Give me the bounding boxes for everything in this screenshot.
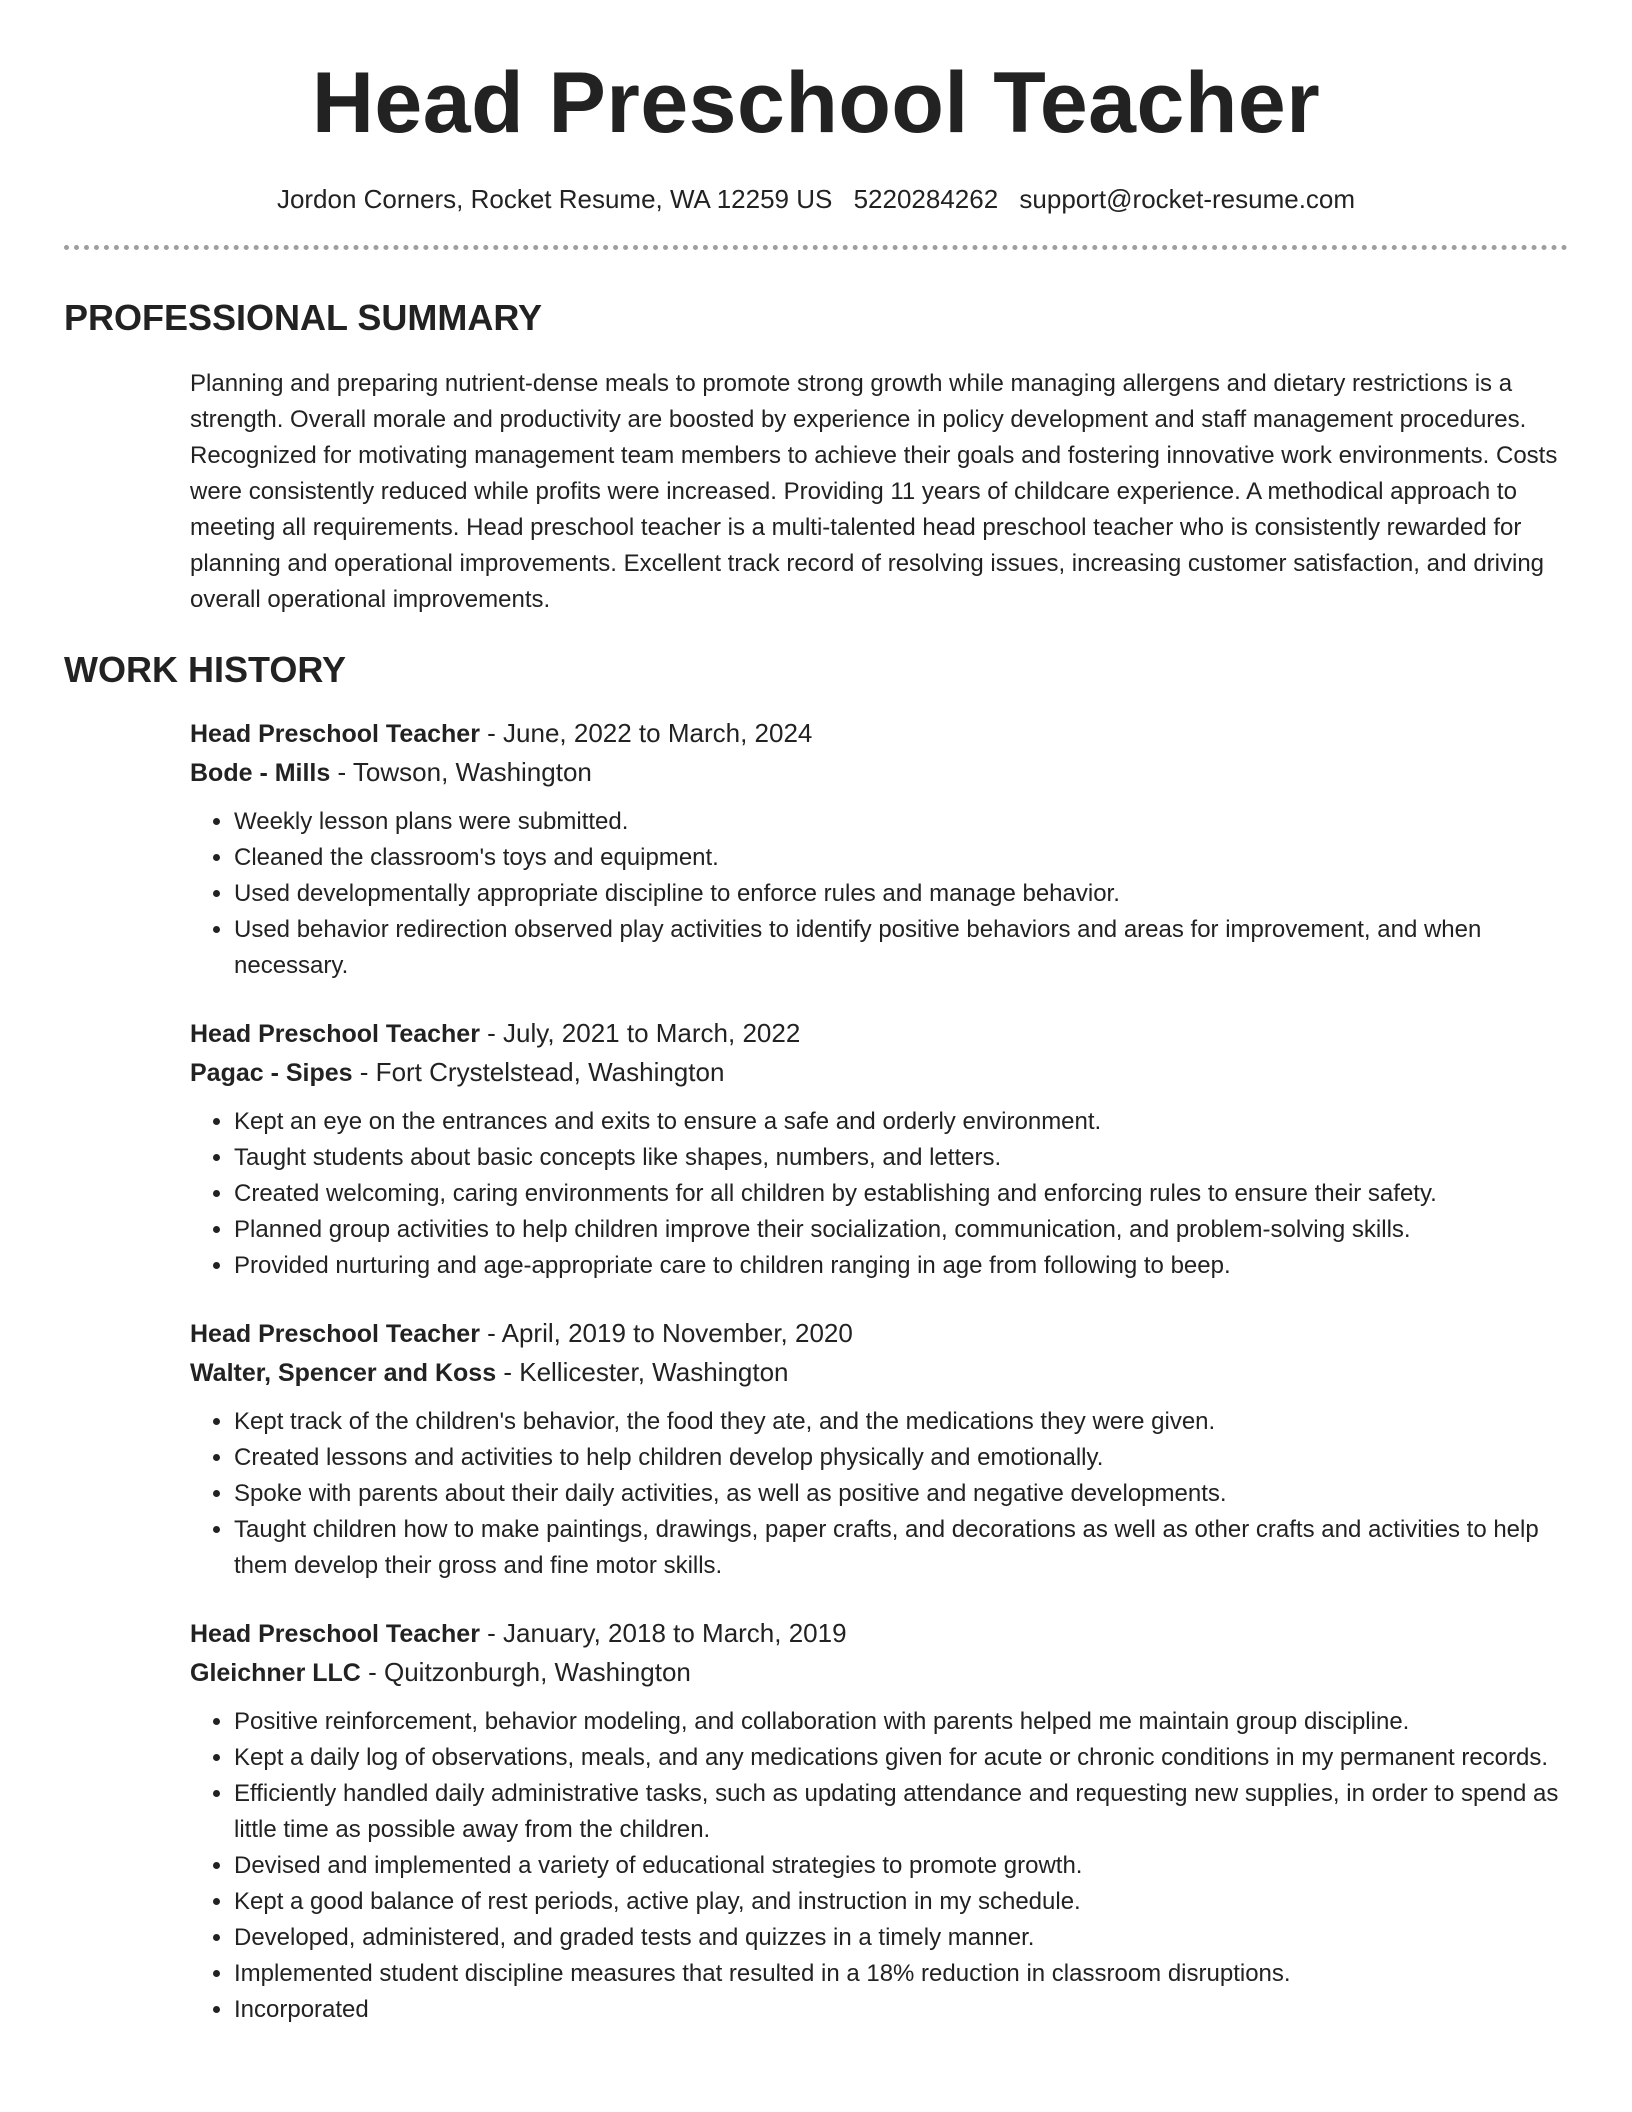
- job-role: Head Preschool Teacher: [190, 1320, 480, 1348]
- job-location: - Fort Crystelstead, Washington: [352, 1057, 725, 1087]
- job-bullet: • Devised and implemented a variety of educational strategies to promote growth.: [234, 1848, 1568, 1884]
- job-company-line: [190, 1053, 1568, 1092]
- job-location: - Kellicester, Washington: [496, 1357, 789, 1387]
- job-entry: [190, 1614, 1568, 2028]
- job-bullet: • Cleaned the classroom's toys and equipment.: [234, 840, 1568, 876]
- job-bullet: • Planned group activities to help children improve their socialization, communication, and problem-solving skills.: [234, 1212, 1568, 1248]
- job-dates: - July, 2021 to March, 2022: [479, 1018, 801, 1048]
- job-location: - Quitzonburgh, Washington: [360, 1657, 691, 1687]
- summary-text: Planning and preparing nutrient-dense meals to promote strong growth while managing allergens and dietary restrictions is a strength. Overall morale and productivity are boosted by experience in policy development and staff management procedures. Recognized for motivating management team members to achieve their goals and fostering innovative work environments. Costs were consistently reduced while profits were increased. Providing 11 years of childcare experience. A methodical approach to meeting all requirements. Head preschool teacher is a multi-talented head preschool teacher who is consistently rewarded for planning and operational improvements. Excellent track record of resolving issues, increasing customer satisfaction, and driving overall operational improvements.: [190, 370, 1558, 613]
- job-dates: - June, 2022 to March, 2024: [479, 718, 813, 748]
- job-location: - Towson, Washington: [330, 757, 592, 787]
- job-bullets: [190, 804, 1568, 984]
- job-entry: [190, 1014, 1568, 1284]
- job-entry: [190, 1314, 1568, 1584]
- job-role: Head Preschool Teacher: [190, 1020, 480, 1048]
- job-bullets: [190, 1404, 1568, 1584]
- job-role: Head Preschool Teacher: [190, 1620, 480, 1648]
- job-bullet: • Taught children how to make paintings, drawings, paper crafts, and decorations as well as other crafts and activities to help them develop their gross and fine motor skills.: [234, 1512, 1568, 1584]
- job-bullet: • Kept track of the children's behavior, the food they ate, and the medications they were given.: [234, 1404, 1568, 1440]
- job-entry: [190, 714, 1568, 984]
- job-bullet: • Taught students about basic concepts like shapes, numbers, and letters.: [234, 1140, 1568, 1176]
- job-bullet: • Used developmentally appropriate discipline to enforce rules and manage behavior.: [234, 876, 1568, 912]
- job-title-line: [190, 1014, 1568, 1053]
- contact-phone: 5220284262: [853, 184, 999, 214]
- job-bullet: • Kept a good balance of rest periods, active play, and instruction in my schedule.: [234, 1884, 1568, 1920]
- job-bullet: • Weekly lesson plans were submitted.: [234, 804, 1568, 840]
- job-company: Bode - Mills: [190, 759, 331, 787]
- job-bullet: • Used behavior redirection observed play activities to identify positive behaviors and areas for improvement, and when necessary.: [234, 912, 1568, 984]
- job-dates: - January, 2018 to March, 2019: [479, 1618, 847, 1648]
- contact-email: support@rocket-resume.com: [1019, 184, 1356, 214]
- job-bullet: • Efficiently handled daily administrative tasks, such as updating attendance and requesting new supplies, in order to spend as little time as possible away from the children.: [234, 1776, 1568, 1848]
- job-bullets: [190, 1704, 1568, 2028]
- job-bullets: [190, 1104, 1568, 1284]
- job-bullet: • Positive reinforcement, behavior modeling, and collaboration with parents helped me maintain group discipline.: [234, 1704, 1568, 1740]
- job-bullet: • Created lessons and activities to help children develop physically and emotionally.: [234, 1440, 1568, 1476]
- work-history-heading: WORK HISTORY: [64, 649, 347, 690]
- job-bullet: • Implemented student discipline measures that resulted in a 18% reduction in classroom disruptions.: [234, 1956, 1568, 1992]
- job-company-line: [190, 1653, 1568, 1692]
- job-company: Walter, Spencer and Koss: [190, 1359, 497, 1387]
- job-bullet: • Provided nurturing and age-appropriate care to children ranging in age from following to beep.: [234, 1248, 1568, 1284]
- contact-address: Jordon Corners, Rocket Resume, WA 12259 US: [276, 184, 833, 214]
- job-company-line: [190, 753, 1568, 792]
- summary-heading: PROFESSIONAL SUMMARY: [64, 297, 543, 338]
- work-history-list: [190, 714, 1568, 2028]
- job-bullet: • Kept an eye on the entrances and exits to ensure a safe and orderly environment.: [234, 1104, 1568, 1140]
- job-title-line: [190, 1314, 1568, 1353]
- contact-line: [0, 184, 1632, 215]
- header-divider: [64, 245, 1568, 250]
- job-bullet: • Incorporated: [234, 1992, 1568, 2028]
- job-bullet: • Developed, administered, and graded tests and quizzes in a timely manner.: [234, 1920, 1568, 1956]
- job-company: Pagac - Sipes: [190, 1059, 353, 1087]
- job-dates: - April, 2019 to November, 2020: [479, 1318, 853, 1348]
- job-title-line: [190, 1614, 1568, 1653]
- job-company-line: [190, 1353, 1568, 1392]
- job-role: Head Preschool Teacher: [190, 720, 480, 748]
- job-title-line: [190, 714, 1568, 753]
- job-bullet: • Kept a daily log of observations, meals, and any medications given for acute or chronic conditions in my permanent records.: [234, 1740, 1568, 1776]
- job-company: Gleichner LLC: [190, 1659, 361, 1687]
- candidate-name: Head Preschool Teacher: [311, 55, 1321, 151]
- job-bullet: • Created welcoming, caring environments for all children by establishing and enforcing rules to ensure their safety.: [234, 1176, 1568, 1212]
- job-bullet: • Spoke with parents about their daily activities, as well as positive and negative developments.: [234, 1476, 1568, 1512]
